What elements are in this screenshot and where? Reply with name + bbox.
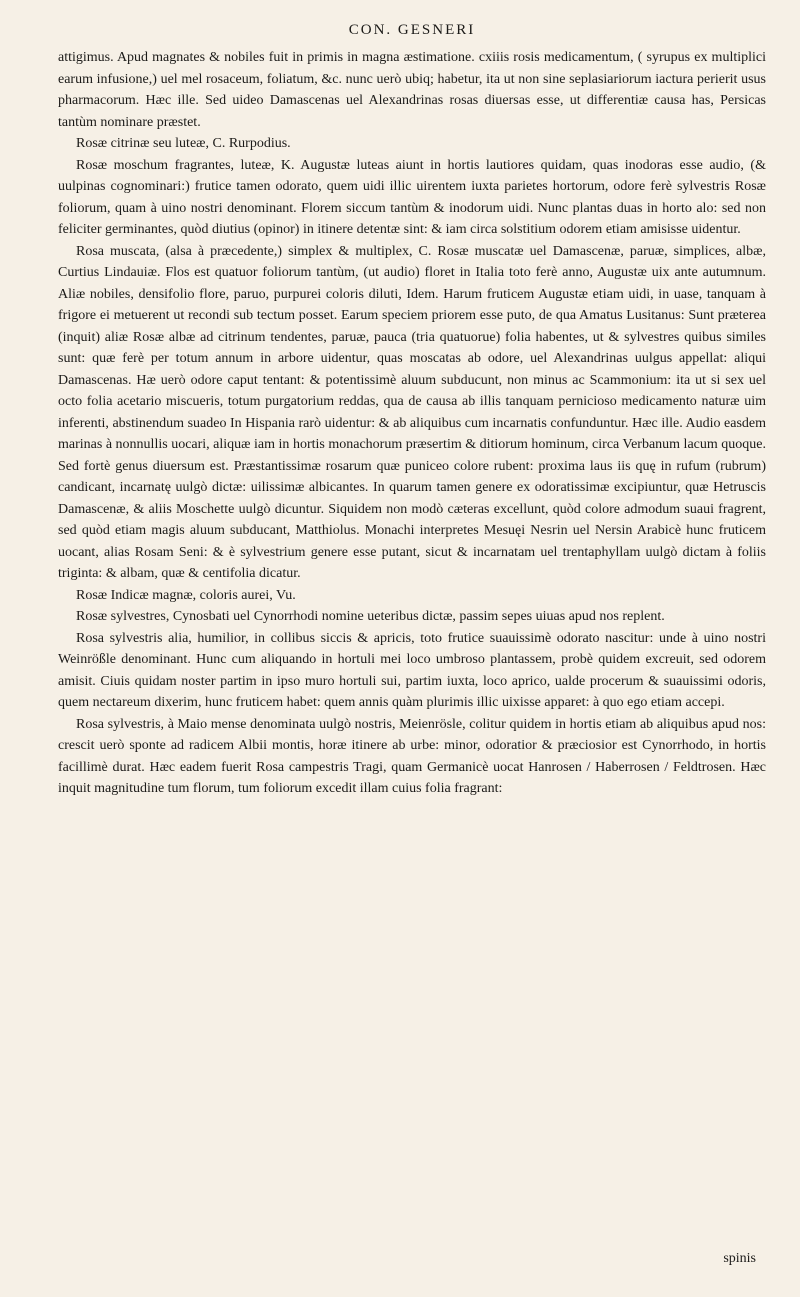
paragraph: Rosæ sylvestres, Cynosbati uel Cynorrhodi nomine ueteribus dictæ, passim sepes uiuas apud nos replent. [76, 609, 665, 624]
body-text [58, 47, 766, 800]
paragraph: Rosæ moschum fragrantes, luteæ, K. Augustæ luteas aiunt in hortis lautiores quidam, quas inodoras esse audio, (& uulpinas cognominari:) frutice tamen odorato, quem uidi illic uirentem iuxta parietes hortorum, odore ferè sylvestris Rosæ foliorum, quam à uino nostri denominant. Florem siccum tantùm & inodorum uidi. Nunc plantas duas in horto alo: sed non feliciter germinantes, quòd diutius (opinor) in itinere detentæ sint: & iam circa solstitium odorem etiam amisisse uidentur. [58, 157, 766, 237]
paragraph: Rosa muscata, (alsa à præcedente,) simplex & multiplex, C. Rosæ muscatæ uel Damascenæ, paruæ, simplices, albæ, Curtius Lindauiæ. Flos est quatuor foliorum tantùm, (ut audio) floret in Italia toto ferè anno, Augustæ uix ante autumnum. Aliæ nobiles, densifolio flore, paruo, purpurei coloris diluti, Idem. Harum fruticem Augustæ etiam uidi, in uase, tanquam à frigore ei metuerent ut recondi sub tectum posset. Earum speciem priorem esse puto, de qua Amatus Lusitanus: Sunt præterea (inquit) aliæ Rosæ albæ ad citrinum tendentes, paruæ, pauca (tria quatuorue) folia habentes, ut & sylvestres quibus similes sunt: quæ ferè per totum annum in arbore uidentur, quas moscatas ab odore, uel Alexandrinas uulgus appellat: aliqui Damascenas. Hæ uerò odore caput tentant: & potentissimè aluum subducunt, non minus ac Scammonium: ita ut si sex uel octo folia acetario miscueris, totum purgatorium reddas, qua de causa ab illis tanquam pernicioso medicamento naturæ uim inferenti, abstinendum suadeo In Hispania rarò uidentur: & ab aliquibus cum incarnatis confunduntur. Hæc ille. Audio easdem marinas à nonnullis uocari, aliquæ iam in hortis monachorum præsertim & ditiorum hominum, circa Verbanum lacum quoque. Sed fortè genus diuersum est. Præstantissimæ rosarum quæ puniceo colore rubent: proxima laus iis quę in rufum (rubrum) candicant, incarnatę uulgò dictæ: uilissimæ albicantes. In quarum tamen genere ex odoratissimæ excipiuntur, quæ Hetruscis Damascenæ, & aliis Moschette uulgò dicuntur. Siquidem non modò cæteras excellunt, quòd colore admodum suaui fragrent, sed quòd etiam magis aluum subducant, Matthiolus. Monachi interpretes Mesuęi Nesrin uel Nersin Arabicè hunc fruticem uocant, alias Rosam Seni: & è sylvestrium genere esse putant, sicut & incarnatam uel trentaphyllam uulgò dictam à foliis triginta: & albam, quæ & centifolia dicatur. [58, 243, 766, 581]
paragraph: Rosæ Indicæ magnæ, coloris aurei, Vu. [76, 587, 296, 603]
paragraph: Rosa sylvestris, à Maio mense denominata uulgò nostris, Meienrösle, colitur quidem in hortis etiam ab aliquibus apud nos: crescit uerò sponte ad radicem Albii montis, horæ itinere ab urbe: minor, odoratior & præciosior est Cynorrhodo, in hortis facillimè durat. Hæc eadem fuerit Rosa campestris Tragi, quam Germanicè uocat Hanrosen / Haberrosen / Feldtrosen. Hæc inquit magnitudine tum florum, tum foliorum excedit illam cuius folia fragrant: [58, 716, 766, 796]
catchword: spinis [723, 1251, 756, 1266]
paragraph: Rosæ citrinæ seu luteæ, C. Rurpodius. [76, 136, 291, 151]
paragraph: Rosa sylvestris alia, humilior, in collibus siccis & apricis, toto frutice suauissimè odorato nascitur: unde à uino nostri Weinrößle denominant. Hunc cum aliquando in hortuli mei loco umbroso plantassem, probè quidem excreuit, sed odorem amisit. Ciuis quidam noster partim in ipso muro hortuli sui, partim iuxta, loco aprico, ualde procerum & suauissimi odoris, quem nectareum dixerim, hunc fruticem habet: quem annis quàm plurimis illic uixisse apparet: à quo ego etiam accepi. [58, 630, 766, 710]
paragraph: attigimus. Apud magnates & nobiles fuit in primis in magna æstimatione. cxiiis rosis medicamentum, ( syrupus ex multiplici earum infusione,) uel mel rosaceum, foliatum, &c. nunc uerò ubiq; habetur, ita ut non sine seplasiariorum iactura perierit usus pharmacorum. Hæc ille. Sed uideo Damascenas uel Alexandrinas rosas diuersas esse, ut differentiæ causa has, Persicas tantùm nominare præstet. [58, 50, 766, 130]
running-head: CON. GESNERI [348, 22, 476, 38]
